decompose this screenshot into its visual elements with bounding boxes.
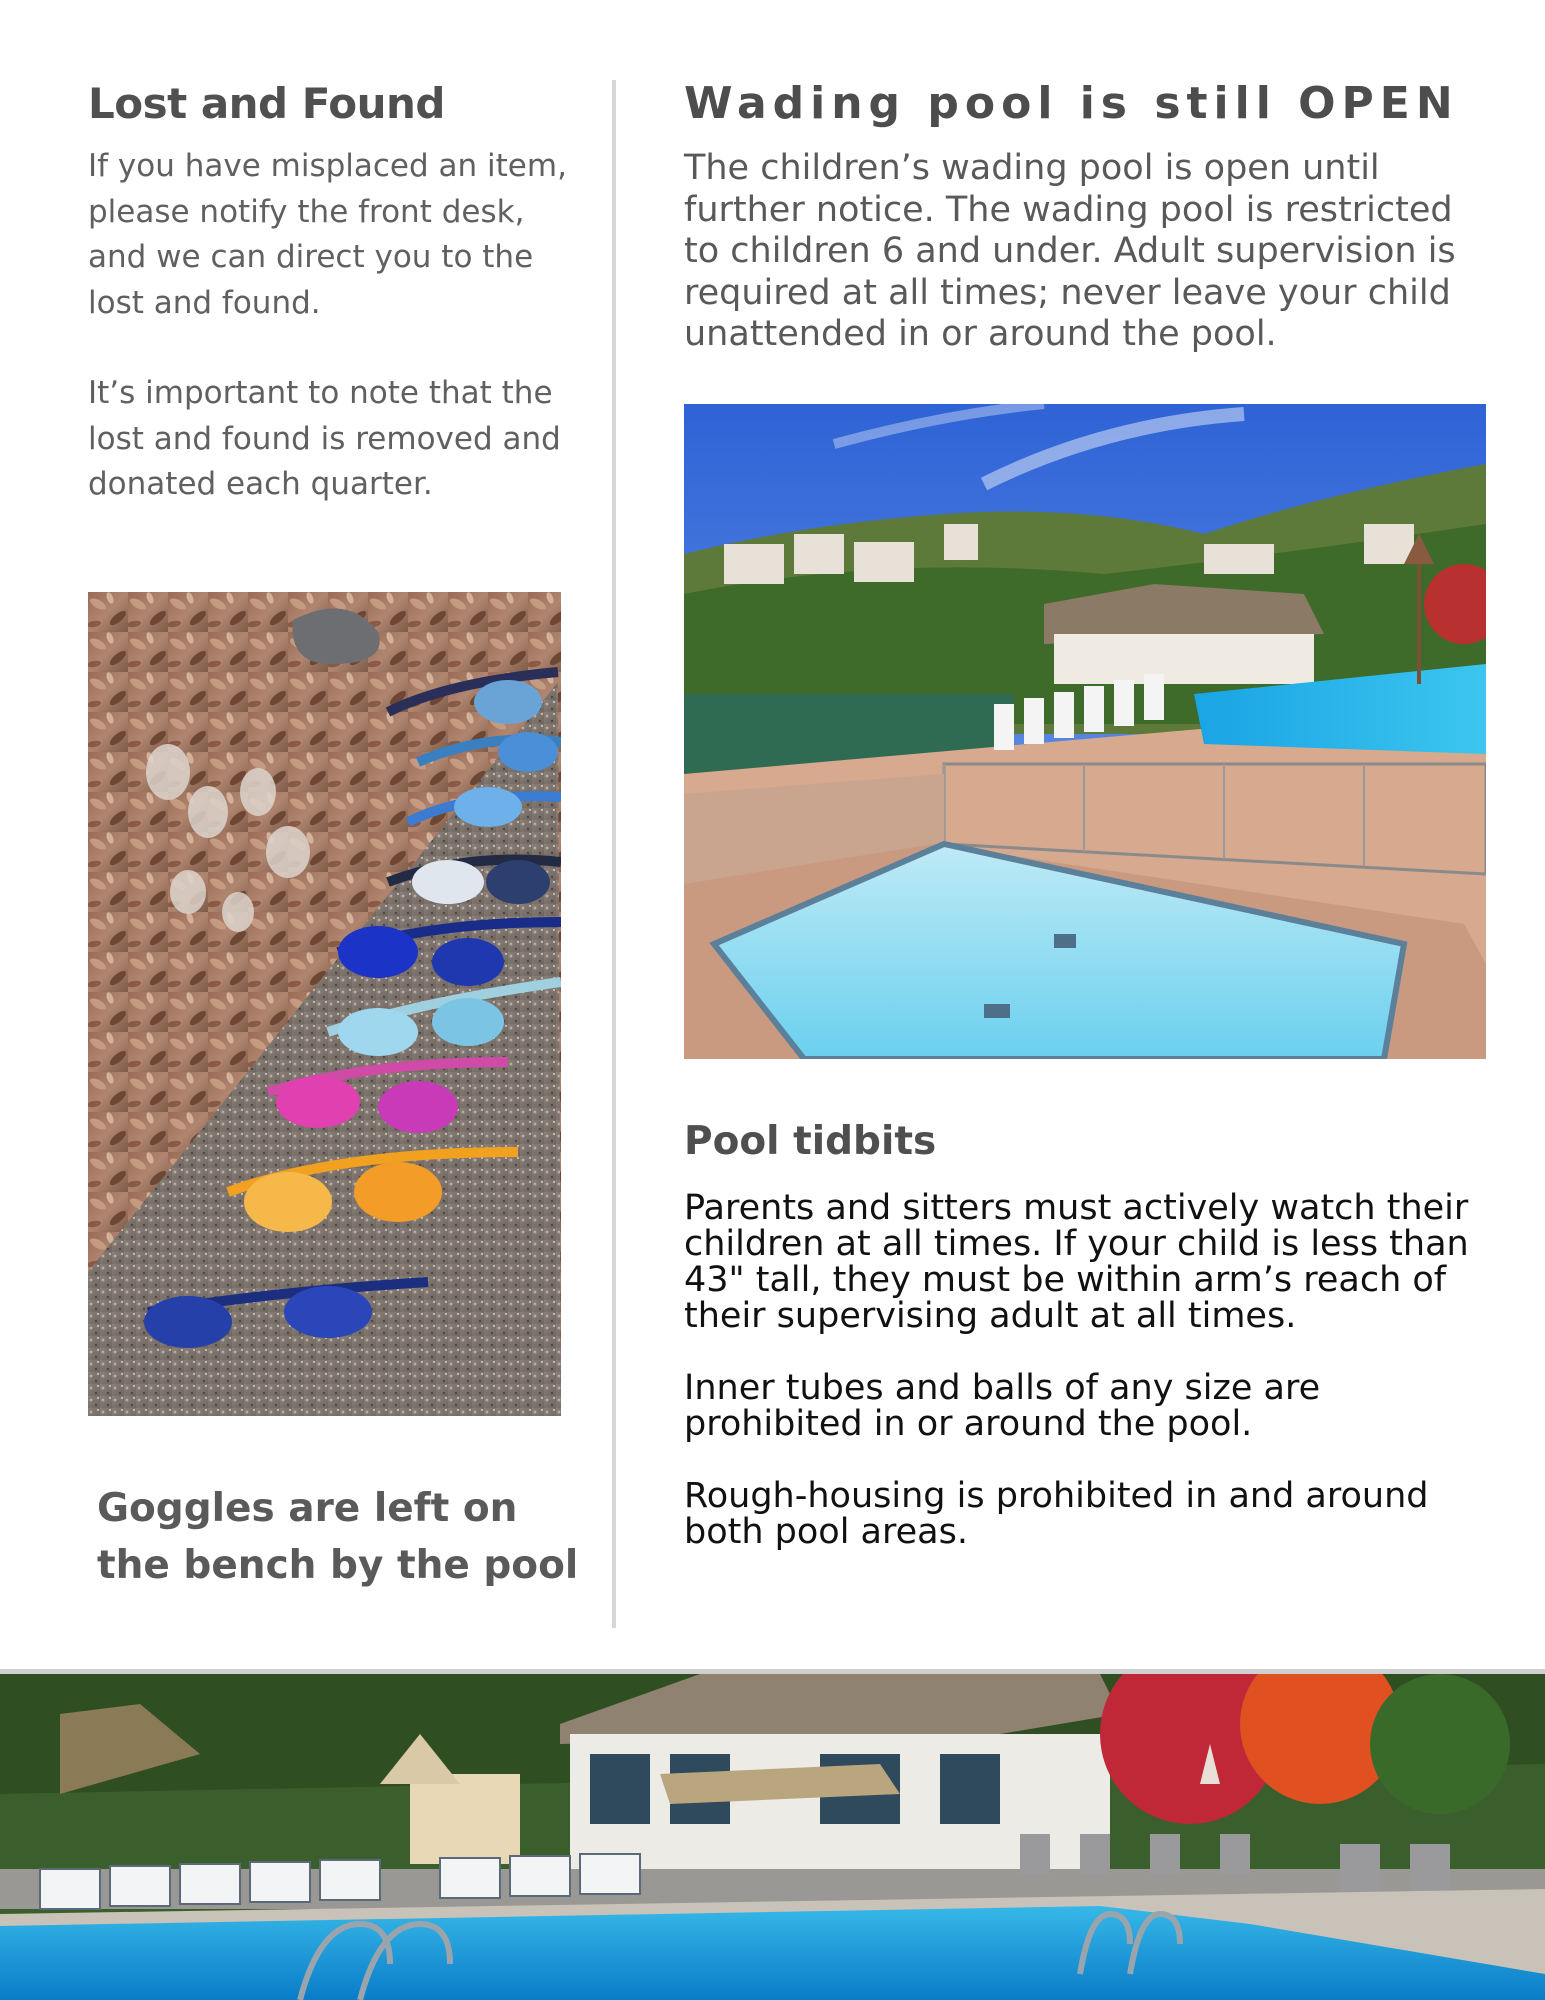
lost-and-found-heading: Lost and Found — [88, 79, 445, 128]
wading-pool-heading: Wading pool is still OPEN — [684, 78, 1459, 129]
pool-tidbit-1: Parents and sitters must actively watch their children at all times. If your child is less than 43" tall, they must be within arm’s reach of their supervising adult at all times. — [684, 1188, 1469, 1336]
pool-tidbit-2: Inner tubes and balls of any size are prohibited in or around the pool. — [684, 1368, 1321, 1444]
column-divider — [612, 80, 616, 1628]
wading-pool-section — [684, 78, 1494, 356]
pool-tidbits-heading: Pool tidbits — [684, 1119, 937, 1164]
goggles-photo-caption: Goggles are left on the bench by the pool — [97, 1486, 579, 1588]
lost-and-found-paragraph-2: It’s important to note that the lost and found is removed and donated each quarter. — [88, 375, 561, 502]
lost-and-found-section — [88, 78, 588, 508]
wading-pool-paragraph: The children’s wading pool is open until further notice. The wading pool is restricted to children 6 and under. Adult supervision is required at all times; never leave your child unattended in or around the pool. — [684, 148, 1456, 354]
lost-and-found-paragraph-1: If you have misplaced an item, please notify the front desk, and we can direct you to the lost and found. — [88, 148, 567, 321]
pool-tidbit-3: Rough-housing is prohibited in and around both pool areas. — [684, 1476, 1429, 1552]
goggles-photo — [88, 592, 561, 1416]
wading-pool-photo — [684, 404, 1486, 1059]
pool-tidbits-list — [684, 1190, 1484, 1550]
main-pool-photo — [0, 1674, 1545, 2000]
